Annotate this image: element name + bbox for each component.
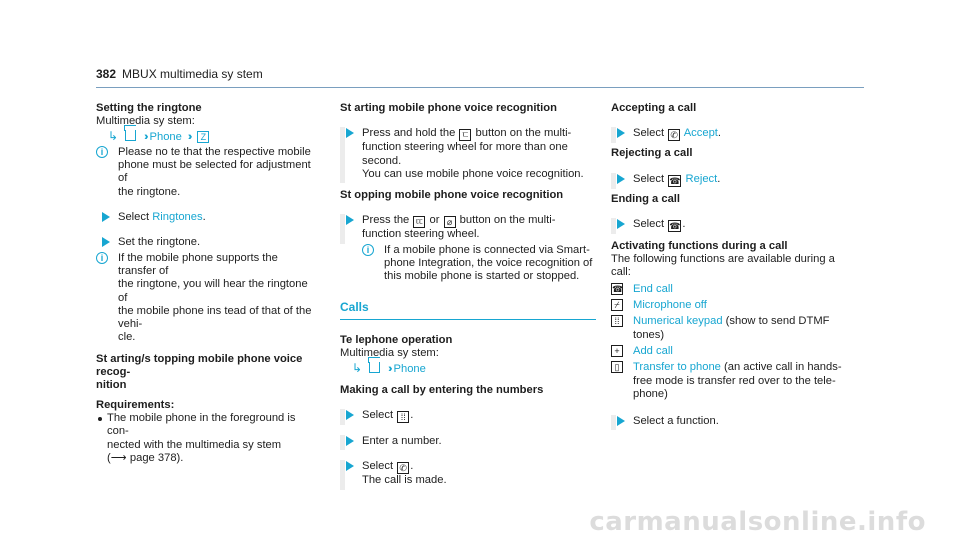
text: this mobile phone is started or stopped. xyxy=(384,270,580,283)
column-3 xyxy=(611,102,867,428)
step-bar xyxy=(611,127,616,143)
menu-path xyxy=(96,129,314,144)
step: Select ☎ . xyxy=(611,218,867,232)
requirements-label: Requirements: xyxy=(96,398,175,411)
text: The call is made. xyxy=(362,474,447,487)
step-bar xyxy=(611,173,616,189)
function-end-call xyxy=(611,283,867,296)
keypad-icon: ⁞⁞ xyxy=(397,411,409,423)
text: phone Integration, the voice recognition of xyxy=(384,257,593,270)
heading-accept: Accepting a call xyxy=(611,102,697,114)
function-keypad xyxy=(611,315,867,342)
info-icon: i xyxy=(96,146,108,158)
step-bar xyxy=(340,127,345,183)
mic-off-icon: ⌿ xyxy=(611,299,623,311)
path-phone-link[interactable]: Phone xyxy=(393,362,426,375)
text: Select a function. xyxy=(633,415,719,428)
column-2 xyxy=(340,102,596,488)
function-add-call xyxy=(611,345,867,358)
heading-end: Ending a call xyxy=(611,192,681,205)
text: Enter a number. xyxy=(362,435,442,448)
text: Set the ringtone. xyxy=(118,236,201,249)
step-arrow-icon xyxy=(346,436,354,446)
info-note xyxy=(362,244,596,284)
text: or xyxy=(429,214,440,227)
accept-link[interactable]: Accept xyxy=(683,127,718,140)
step-arrow-icon xyxy=(346,215,354,225)
step xyxy=(340,435,596,448)
text: button on the multi‐ xyxy=(459,214,556,227)
info-note xyxy=(96,146,314,199)
reject-link[interactable]: Reject xyxy=(685,172,718,185)
step-arrow-icon xyxy=(617,416,625,426)
info-icon: i xyxy=(96,252,108,264)
text: If the mobile phone supports the transfer of xyxy=(118,251,278,277)
call-icon: ✆ xyxy=(397,462,409,474)
chevron-icon: ›› xyxy=(144,130,146,143)
settings-z-icon[interactable]: Z xyxy=(197,131,209,143)
column-1 xyxy=(96,102,314,465)
step-bar xyxy=(340,460,345,489)
step xyxy=(611,415,867,428)
ringtones-link[interactable]: Ringtones xyxy=(152,211,203,224)
end-call-link[interactable]: End call xyxy=(633,282,673,295)
text: second. xyxy=(362,154,402,167)
text: Multimedia sy stem: xyxy=(96,115,195,128)
path-phone-link[interactable]: Phone xyxy=(149,130,182,143)
step-arrow-icon xyxy=(102,237,110,247)
step xyxy=(96,236,314,249)
arrow-icon: ↳ xyxy=(352,360,363,375)
text: phone) xyxy=(633,387,668,400)
text: cle. xyxy=(118,331,136,344)
function-transfer xyxy=(611,361,867,401)
function-mic-off xyxy=(611,299,867,312)
info-note xyxy=(96,252,314,345)
chevron-icon: ›› xyxy=(388,362,390,375)
add-call-link[interactable]: Add call xyxy=(633,344,673,357)
page-title: MBUX multimedia sy stem xyxy=(122,67,263,81)
text: The following functions are available during a xyxy=(611,253,835,266)
text: You can use mobile phone voice recognition. xyxy=(362,167,584,180)
keypad-icon: ⁞⁞ xyxy=(611,315,623,327)
menu-path xyxy=(340,361,596,376)
step-arrow-icon xyxy=(617,219,625,229)
heading-telephone: Te lephone operation xyxy=(340,333,453,346)
text: button on the multi‐ xyxy=(475,127,572,140)
page-number: 382 xyxy=(96,67,117,81)
text: Select xyxy=(633,217,665,230)
step: Select ✆ . The call is made. xyxy=(340,460,596,487)
text: Press and hold the xyxy=(362,127,456,140)
keypad-link[interactable]: Numerical keypad xyxy=(633,315,723,328)
step xyxy=(340,214,596,241)
text: the mobile phone ins tead of that of the vehi‐ xyxy=(118,304,312,331)
list-item xyxy=(96,412,314,465)
text: Select xyxy=(633,172,665,185)
text: the ringtone, you will hear the ringtone of xyxy=(118,278,308,304)
heading-make-call: Making a call by entering the numbers xyxy=(340,383,544,396)
text: function steering wheel for more than one xyxy=(362,141,568,154)
header-rule xyxy=(96,87,864,88)
voice-off-icon: ㄸ xyxy=(415,217,424,228)
text: the ringtone. xyxy=(118,185,181,198)
heading-voice: St arting/s topping mobile phone voice recog‐ xyxy=(96,352,303,379)
step: Select Ringtones. xyxy=(96,211,314,224)
heading-voice-cont: nition xyxy=(96,379,127,392)
step-bar xyxy=(340,214,345,243)
watermark: carmanualsonline.info xyxy=(589,506,926,533)
text: Please no te that the respective mobile xyxy=(118,145,311,158)
heading-ringtone: Setting the ringtone xyxy=(96,102,202,114)
home-icon[interactable] xyxy=(125,130,136,141)
step-bar xyxy=(611,415,616,430)
step-arrow-icon xyxy=(346,128,354,138)
text: page 378). xyxy=(129,451,184,464)
hang-up-icon: ☎ xyxy=(669,220,681,231)
text: (show to send DTMF xyxy=(725,315,830,328)
text: (an active call in hands- xyxy=(724,361,842,374)
text: Select xyxy=(362,409,394,422)
text: tones) xyxy=(633,328,665,341)
step-arrow-icon xyxy=(102,212,110,222)
text: Press the xyxy=(362,214,410,227)
text: phone must be selected for adjustment of xyxy=(118,159,311,185)
step-arrow-icon xyxy=(346,410,354,420)
step-arrow-icon xyxy=(617,128,625,138)
call-icon: ✆ xyxy=(668,129,680,141)
step-bar xyxy=(340,435,345,450)
hang-up-icon: ⌀ xyxy=(444,216,456,228)
info-icon: i xyxy=(362,244,374,256)
hang-up-icon: ☎ xyxy=(669,175,681,186)
heading-stop-voice: St opping mobile phone voice recognition xyxy=(340,189,564,202)
heading-activate: Activating functions during a call xyxy=(611,239,788,252)
page-header xyxy=(96,68,263,84)
text: function steering wheel. xyxy=(362,228,480,241)
text: nected with the multimedia sy stem xyxy=(107,438,282,451)
step-bar xyxy=(611,218,616,234)
add-icon: + xyxy=(611,345,623,357)
page-ref[interactable]: (⟶ page 378). xyxy=(107,451,184,464)
step: Select ⁞⁞ . xyxy=(340,409,596,423)
text: call: xyxy=(611,266,631,279)
text: free mode is transfer red over to the tele‐ xyxy=(633,374,836,387)
heading-reject: Rejecting a call xyxy=(611,147,693,160)
mic-off-link[interactable]: Microphone off xyxy=(633,299,707,312)
text: Select xyxy=(118,211,150,224)
arrow-icon: ↳ xyxy=(108,128,119,143)
text: If a mobile phone is connected via Smart‐ xyxy=(384,243,590,256)
heading-start-voice: St arting mobile phone voice recognition xyxy=(340,102,557,114)
step: Select ✆ Accept. xyxy=(611,127,867,141)
section-calls: Calls xyxy=(340,301,596,320)
chevron-icon: ›› xyxy=(187,130,190,143)
step xyxy=(340,127,596,181)
voice-button-icon: ㄷ xyxy=(461,130,470,141)
step-bar xyxy=(340,409,345,425)
text: Multimedia sy stem: xyxy=(340,347,439,360)
step-arrow-icon xyxy=(346,461,354,471)
hang-up-icon: ☎ xyxy=(612,283,624,294)
home-icon[interactable] xyxy=(369,362,380,373)
step-arrow-icon xyxy=(617,174,625,184)
transfer-link[interactable]: Transfer to phone xyxy=(633,361,721,374)
text: The mobile phone in the foreground is con‐ xyxy=(107,411,296,438)
step: Select ☎ Reject. xyxy=(611,173,867,187)
text: Select xyxy=(362,460,394,473)
phone-transfer-icon: ▯ xyxy=(611,361,623,373)
text: Select xyxy=(633,127,665,140)
